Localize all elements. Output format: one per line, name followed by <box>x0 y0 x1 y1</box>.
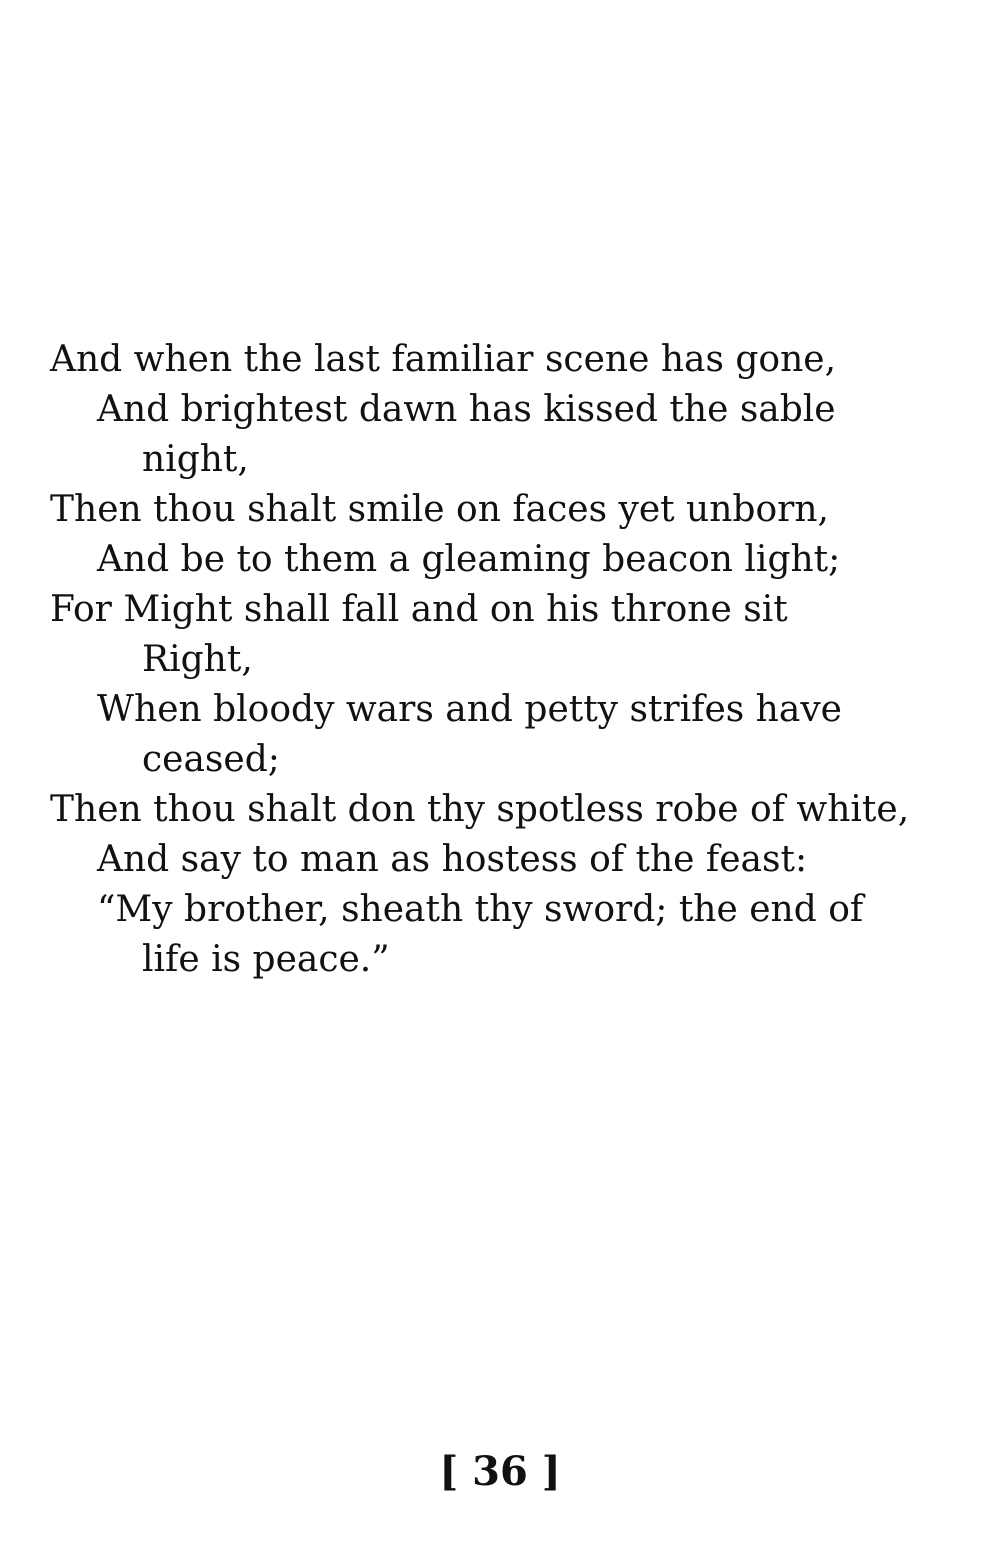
poem-line: Then thou shalt don thy spotless robe of white, <box>50 789 910 830</box>
poem-line: When bloody wars and petty strifes have <box>97 689 842 730</box>
poem-line: Then thou shalt smile on faces yet unborn, <box>50 489 829 530</box>
poem-line: And be to them a gleaming beacon light; <box>97 539 841 580</box>
poem-body <box>50 335 940 985</box>
poem-line-continuation: night, <box>142 439 249 480</box>
poem-line-continuation: life is peace.” <box>142 939 390 980</box>
poem-line: “My brother, sheath thy sword; the end of <box>97 889 864 930</box>
poem-line-continuation: ceased; <box>142 739 280 780</box>
page-number: [ 36 ] <box>439 1448 561 1495</box>
poem-line: And say to man as hostess of the feast: <box>97 839 808 880</box>
poem-line: For Might shall fall and on his throne sit <box>50 589 788 630</box>
poem-line: And when the last familiar scene has gone, <box>50 339 837 380</box>
poem-line-continuation: Right, <box>142 639 253 680</box>
poem-line: And brightest dawn has kissed the sable <box>97 389 836 430</box>
